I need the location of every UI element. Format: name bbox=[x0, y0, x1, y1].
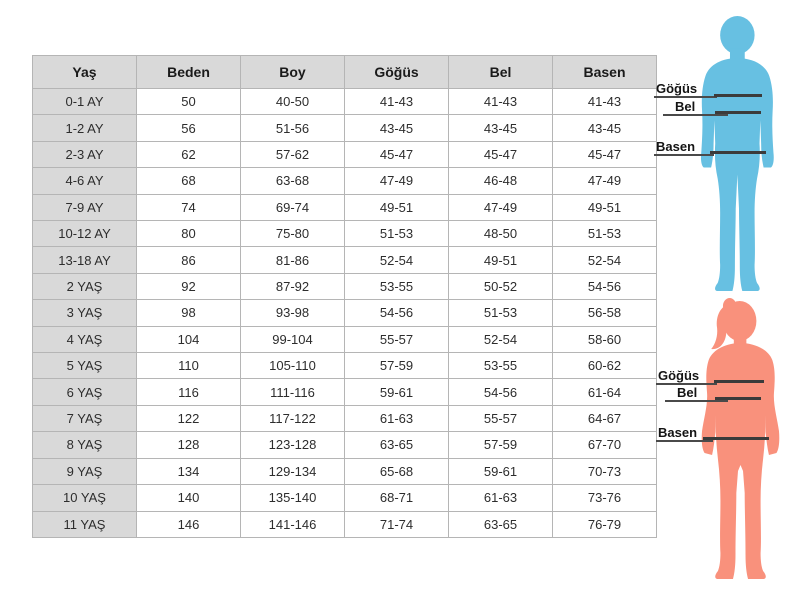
table-cell: 52-54 bbox=[345, 247, 449, 273]
table-cell: 59-61 bbox=[449, 458, 553, 484]
size-table-header bbox=[33, 56, 657, 89]
row-label: 4 YAŞ bbox=[33, 326, 137, 352]
girl-chest-label bbox=[656, 368, 717, 385]
table-cell: 63-68 bbox=[241, 168, 345, 194]
column-header-chest: Göğüs bbox=[345, 56, 449, 89]
table-cell: 41-43 bbox=[553, 89, 657, 115]
table-row bbox=[33, 247, 657, 273]
row-label: 9 YAŞ bbox=[33, 458, 137, 484]
table-cell: 41-43 bbox=[449, 89, 553, 115]
table-cell: 74 bbox=[137, 194, 241, 220]
column-header-height: Boy bbox=[241, 56, 345, 89]
table-row bbox=[33, 326, 657, 352]
table-cell: 50-52 bbox=[449, 273, 553, 299]
table-cell: 105-110 bbox=[241, 353, 345, 379]
column-header-waist: Bel bbox=[449, 56, 553, 89]
table-cell: 61-63 bbox=[449, 485, 553, 511]
table-cell: 51-56 bbox=[241, 115, 345, 141]
table-cell: 49-51 bbox=[449, 247, 553, 273]
table-cell: 57-59 bbox=[449, 432, 553, 458]
table-cell: 73-76 bbox=[553, 485, 657, 511]
table-cell: 71-74 bbox=[345, 511, 449, 538]
column-header-age: Yaş bbox=[33, 56, 137, 89]
table-cell: 116 bbox=[137, 379, 241, 405]
table-cell: 63-65 bbox=[449, 511, 553, 538]
table-cell: 80 bbox=[137, 221, 241, 247]
table-cell: 43-45 bbox=[553, 115, 657, 141]
girl-waist-label-text: Bel bbox=[677, 385, 698, 400]
table-cell: 111-116 bbox=[241, 379, 345, 405]
table-cell: 47-49 bbox=[449, 194, 553, 220]
table-cell: 117-122 bbox=[241, 405, 345, 431]
table-cell: 53-55 bbox=[345, 273, 449, 299]
boy-chest-label-text: Göğüs bbox=[656, 81, 698, 96]
row-label: 8 YAŞ bbox=[33, 432, 137, 458]
table-cell: 99-104 bbox=[241, 326, 345, 352]
table-cell: 81-86 bbox=[241, 247, 345, 273]
table-cell: 63-65 bbox=[345, 432, 449, 458]
size-table-body bbox=[33, 89, 657, 538]
table-cell: 53-55 bbox=[449, 353, 553, 379]
table-row bbox=[33, 221, 657, 247]
table-cell: 98 bbox=[137, 300, 241, 326]
table-cell: 67-70 bbox=[553, 432, 657, 458]
table-cell: 48-50 bbox=[449, 221, 553, 247]
row-label: 10 YAŞ bbox=[33, 485, 137, 511]
girl-hip-measure-line bbox=[703, 437, 769, 440]
table-row bbox=[33, 300, 657, 326]
boy-hip-label bbox=[654, 139, 714, 156]
table-row bbox=[33, 89, 657, 115]
table-cell: 49-51 bbox=[553, 194, 657, 220]
column-header-size: Beden bbox=[137, 56, 241, 89]
table-cell: 62 bbox=[137, 141, 241, 167]
row-label: 0-1 AY bbox=[33, 89, 137, 115]
table-cell: 52-54 bbox=[449, 326, 553, 352]
table-cell: 51-53 bbox=[449, 300, 553, 326]
table-cell: 54-56 bbox=[553, 273, 657, 299]
table-cell: 43-45 bbox=[345, 115, 449, 141]
table-cell: 47-49 bbox=[345, 168, 449, 194]
boy-waist-measure-line bbox=[715, 111, 761, 114]
table-row bbox=[33, 141, 657, 167]
table-cell: 40-50 bbox=[241, 89, 345, 115]
table-cell: 110 bbox=[137, 353, 241, 379]
girl-waist-measure-line bbox=[715, 397, 761, 400]
row-label: 7-9 AY bbox=[33, 194, 137, 220]
table-cell: 68 bbox=[137, 168, 241, 194]
boy-waist-label-text: Bel bbox=[675, 99, 696, 114]
table-cell: 45-47 bbox=[345, 141, 449, 167]
table-cell: 68-71 bbox=[345, 485, 449, 511]
table-cell: 57-59 bbox=[345, 353, 449, 379]
table-cell: 47-49 bbox=[553, 168, 657, 194]
table-cell: 55-57 bbox=[345, 326, 449, 352]
table-cell: 146 bbox=[137, 511, 241, 538]
table-cell: 46-48 bbox=[449, 168, 553, 194]
table-cell: 54-56 bbox=[345, 300, 449, 326]
table-cell: 51-53 bbox=[345, 221, 449, 247]
table-cell: 59-61 bbox=[345, 379, 449, 405]
row-label: 3 YAŞ bbox=[33, 300, 137, 326]
table-cell: 45-47 bbox=[449, 141, 553, 167]
table-cell: 43-45 bbox=[449, 115, 553, 141]
row-label: 11 YAŞ bbox=[33, 511, 137, 538]
table-cell: 135-140 bbox=[241, 485, 345, 511]
row-label: 4-6 AY bbox=[33, 168, 137, 194]
table-row bbox=[33, 379, 657, 405]
row-label: 1-2 AY bbox=[33, 115, 137, 141]
table-cell: 140 bbox=[137, 485, 241, 511]
row-label: 2-3 AY bbox=[33, 141, 137, 167]
table-cell: 58-60 bbox=[553, 326, 657, 352]
size-table bbox=[32, 55, 657, 538]
table-row bbox=[33, 511, 657, 538]
table-cell: 54-56 bbox=[449, 379, 553, 405]
girl-chest-measure-line bbox=[714, 380, 764, 383]
table-cell: 61-64 bbox=[553, 379, 657, 405]
table-cell: 49-51 bbox=[345, 194, 449, 220]
girl-hip-label-text: Basen bbox=[658, 425, 698, 440]
table-cell: 70-73 bbox=[553, 458, 657, 484]
table-row bbox=[33, 194, 657, 220]
table-cell: 64-67 bbox=[553, 405, 657, 431]
column-header-hip: Basen bbox=[553, 56, 657, 89]
boy-chest-label bbox=[654, 81, 717, 98]
table-row bbox=[33, 485, 657, 511]
table-cell: 50 bbox=[137, 89, 241, 115]
boy-hip-measure-line bbox=[710, 151, 766, 154]
boy-hip-label-text: Basen bbox=[656, 139, 696, 154]
table-row bbox=[33, 168, 657, 194]
girl-chest-label-text: Göğüs bbox=[658, 368, 700, 383]
table-row bbox=[33, 458, 657, 484]
table-cell: 87-92 bbox=[241, 273, 345, 299]
table-cell: 52-54 bbox=[553, 247, 657, 273]
row-label: 10-12 AY bbox=[33, 221, 137, 247]
table-cell: 61-63 bbox=[345, 405, 449, 431]
table-cell: 93-98 bbox=[241, 300, 345, 326]
table-cell: 122 bbox=[137, 405, 241, 431]
row-label: 13-18 AY bbox=[33, 247, 137, 273]
table-cell: 128 bbox=[137, 432, 241, 458]
table-row bbox=[33, 405, 657, 431]
row-label: 5 YAŞ bbox=[33, 353, 137, 379]
table-cell: 76-79 bbox=[553, 511, 657, 538]
table-cell: 134 bbox=[137, 458, 241, 484]
table-cell: 141-146 bbox=[241, 511, 345, 538]
table-cell: 56 bbox=[137, 115, 241, 141]
table-cell: 55-57 bbox=[449, 405, 553, 431]
table-cell: 41-43 bbox=[345, 89, 449, 115]
table-cell: 92 bbox=[137, 273, 241, 299]
table-cell: 51-53 bbox=[553, 221, 657, 247]
table-cell: 104 bbox=[137, 326, 241, 352]
row-label: 2 YAŞ bbox=[33, 273, 137, 299]
table-cell: 75-80 bbox=[241, 221, 345, 247]
table-cell: 69-74 bbox=[241, 194, 345, 220]
row-label: 7 YAŞ bbox=[33, 405, 137, 431]
table-cell: 129-134 bbox=[241, 458, 345, 484]
table-cell: 65-68 bbox=[345, 458, 449, 484]
row-label: 6 YAŞ bbox=[33, 379, 137, 405]
table-cell: 56-58 bbox=[553, 300, 657, 326]
table-row bbox=[33, 273, 657, 299]
boy-chest-measure-line bbox=[714, 94, 762, 97]
table-row bbox=[33, 432, 657, 458]
table-cell: 86 bbox=[137, 247, 241, 273]
table-cell: 123-128 bbox=[241, 432, 345, 458]
header-row bbox=[33, 56, 657, 89]
table-cell: 57-62 bbox=[241, 141, 345, 167]
table-row bbox=[33, 115, 657, 141]
table-cell: 60-62 bbox=[553, 353, 657, 379]
table-row bbox=[33, 353, 657, 379]
table-cell: 45-47 bbox=[553, 141, 657, 167]
